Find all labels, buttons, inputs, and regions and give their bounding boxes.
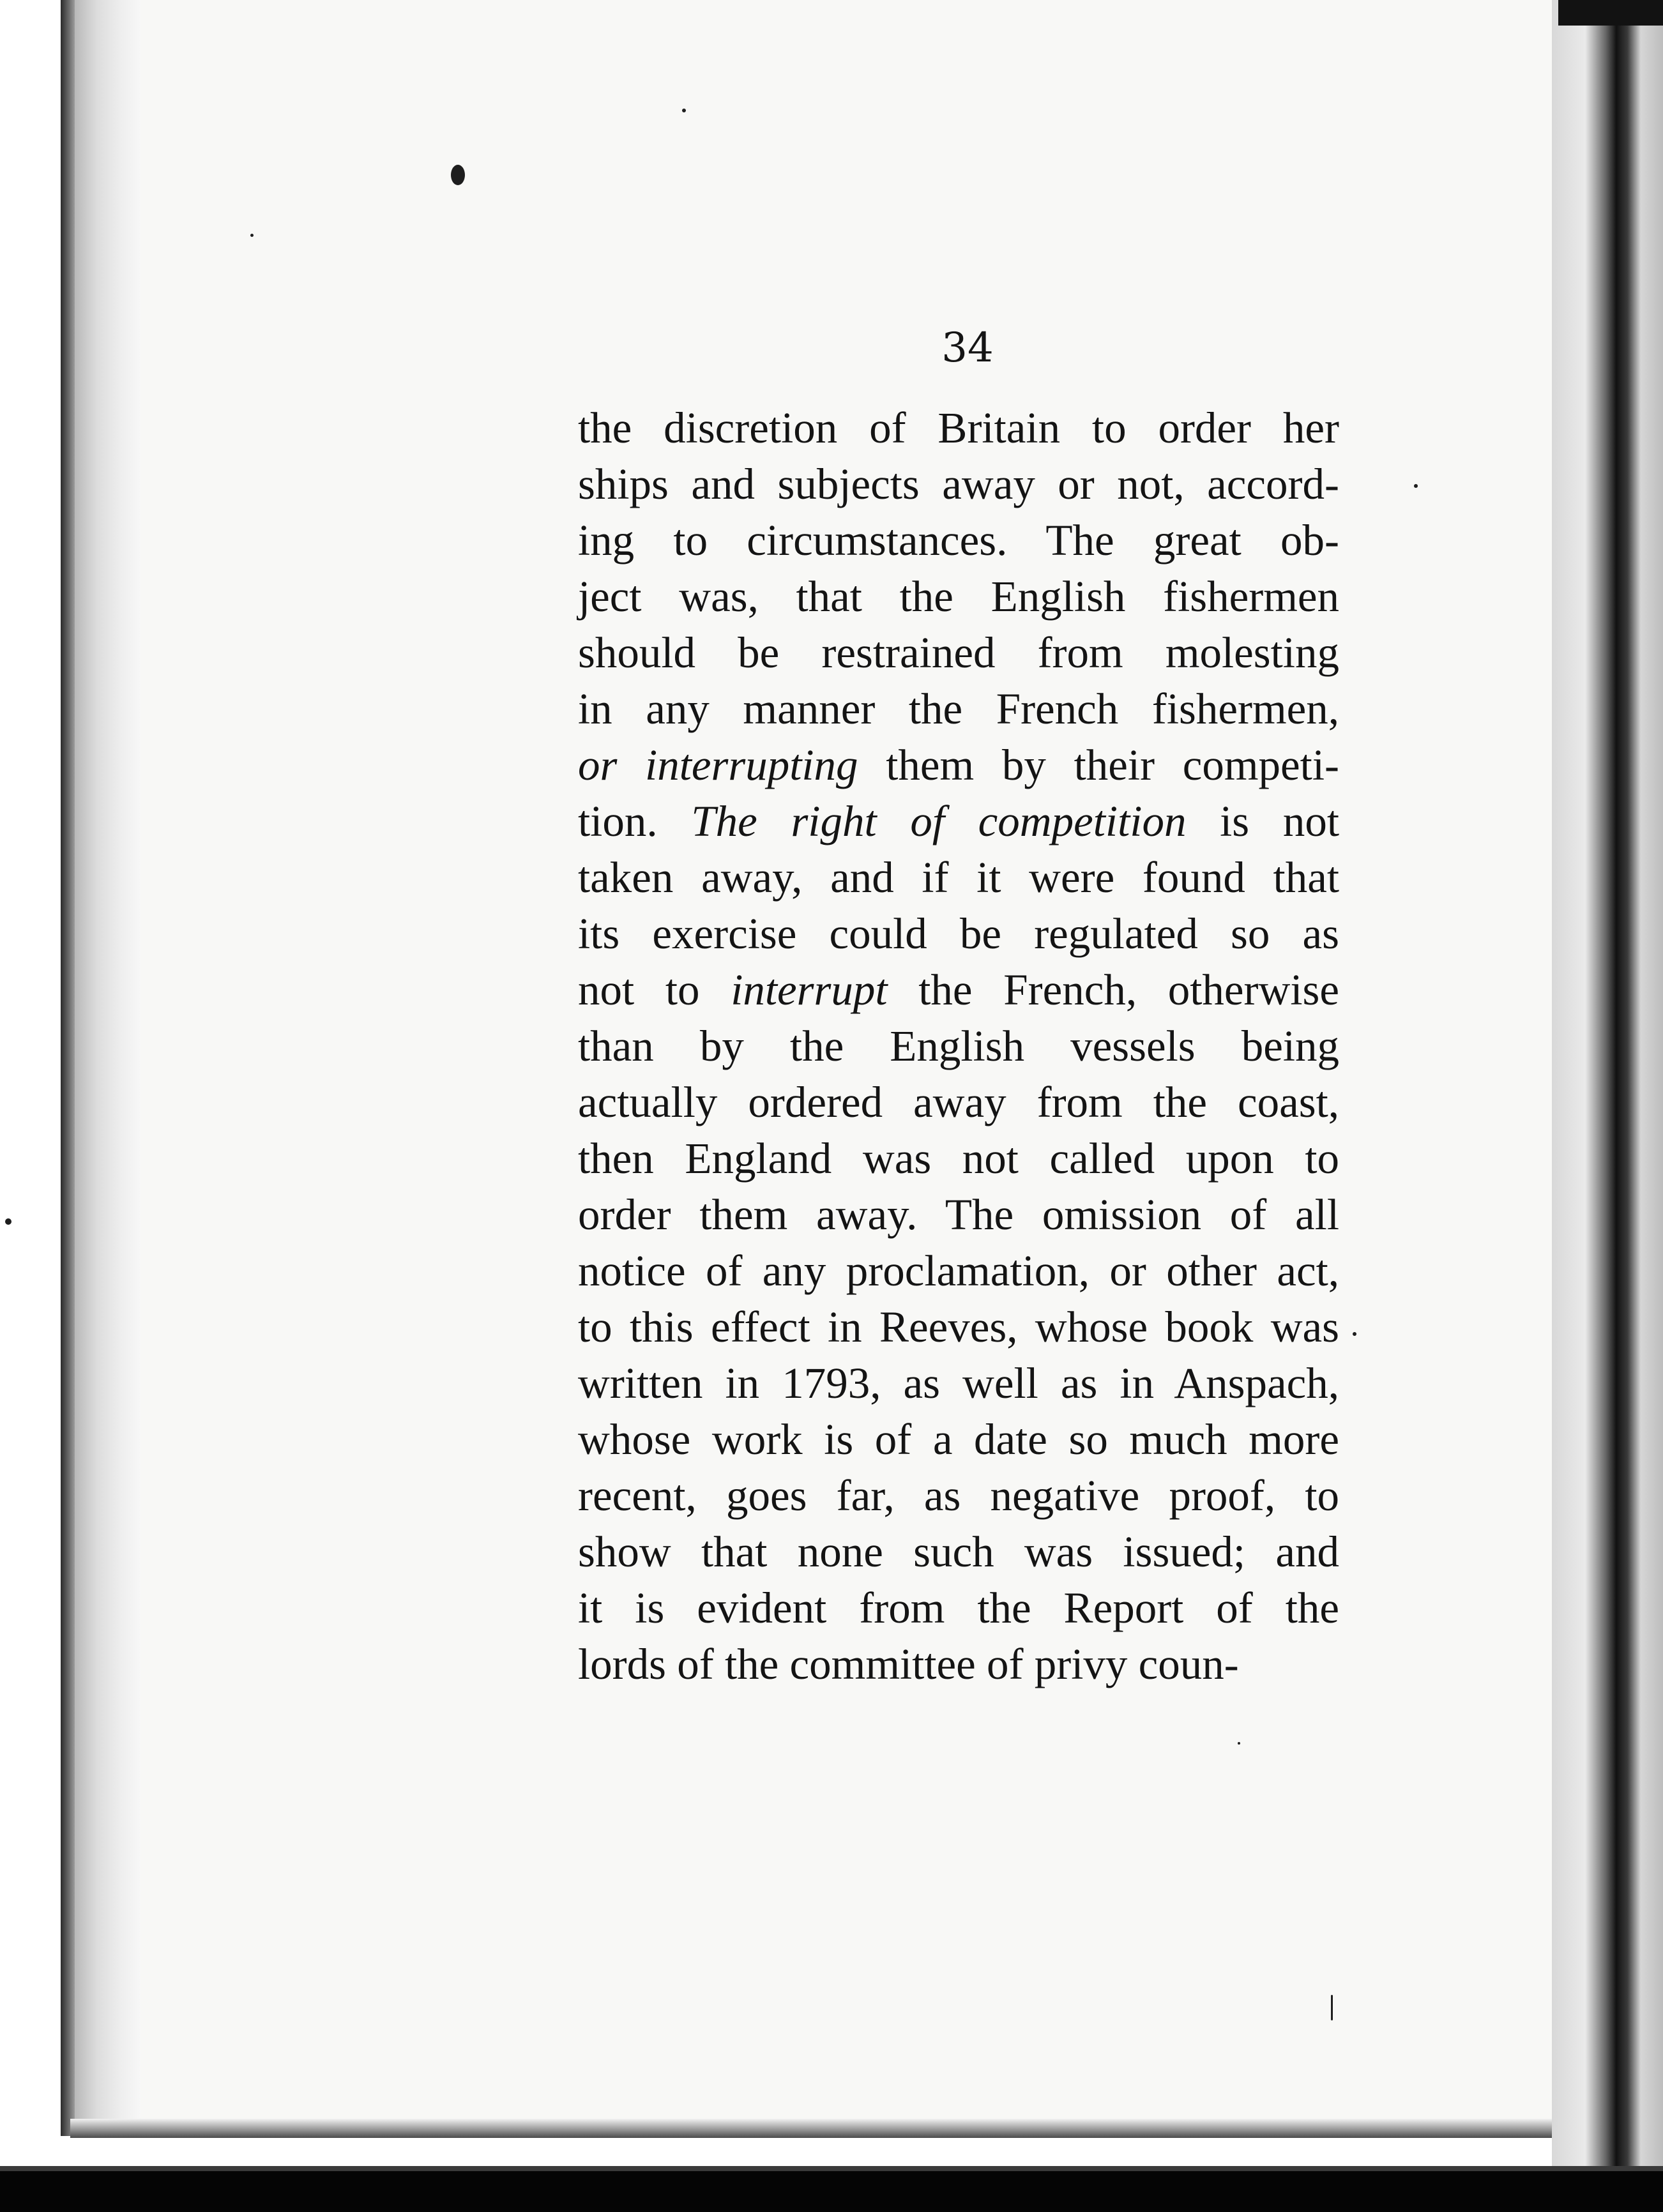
text-line: it is evident from the Report of the [578, 1584, 1339, 1632]
text-line: ing to circumstances. The great ob- [578, 516, 1339, 564]
text-line: recent, goes far, as negative proof, to [578, 1471, 1339, 1520]
binding-edge [61, 0, 75, 2136]
italic-segment: or interrupting [578, 741, 858, 789]
text-line: in any manner the French fishermen, [578, 685, 1339, 733]
text-segment: them by their competi- [858, 741, 1339, 789]
text-line [578, 962, 1339, 1018]
italic-segment: interrupt [731, 966, 888, 1014]
text-line [578, 793, 1339, 849]
text-line: its exercise could be regulated so as [578, 909, 1339, 958]
text-line: should be restrained from molesting [578, 628, 1339, 677]
text-line: lords of the committee of privy coun- [578, 1640, 1239, 1688]
text-segment: not to [578, 966, 731, 1014]
text-segment: the French, otherwise [887, 966, 1340, 1014]
paper-speck [5, 1218, 11, 1225]
text-line: taken away, and if it were found that [578, 853, 1339, 902]
text-line: than by the English vessels being [578, 1022, 1339, 1070]
body-text [578, 400, 1339, 1692]
sheet-bottom-edge [70, 2119, 1552, 2138]
text-segment: is not [1186, 797, 1340, 845]
text-line: then England was not called upon to [578, 1134, 1339, 1183]
paper-speck [1414, 484, 1418, 488]
paper-speck [1353, 1332, 1356, 1336]
text-line: notice of any proclamation, or other act, [578, 1246, 1339, 1295]
text-line: actually ordered away from the coast, [578, 1078, 1339, 1126]
scan-bottom-border [0, 2171, 1663, 2212]
paper-speck [1331, 1995, 1333, 2020]
text-line: whose work is of a date so much more [578, 1415, 1339, 1464]
paper-speck [1238, 1742, 1240, 1745]
text-line: show that none such was issued; and [578, 1527, 1339, 1576]
fore-edge-shadow [1558, 0, 1663, 26]
text-segment: tion. [578, 797, 692, 845]
text-line: to this effect in Reeves, whose book was [578, 1303, 1339, 1351]
text-line: written in 1793, as well as in Anspach, [578, 1359, 1339, 1407]
paper-speck [250, 234, 254, 237]
text-line: ject was, that the English fishermen [578, 572, 1339, 621]
text-line: order them away. The omission of all [578, 1190, 1339, 1239]
page-number: 34 [941, 324, 994, 372]
paper-speck [682, 109, 686, 112]
book-fore-edge [1552, 0, 1663, 2184]
text-line [578, 737, 1339, 793]
text-line: ships and subjects away or not, accord- [578, 460, 1339, 508]
paper-speck [451, 165, 465, 185]
text-line: the discretion of Britain to order her [578, 404, 1339, 452]
italic-segment: The right of competition [691, 797, 1187, 845]
